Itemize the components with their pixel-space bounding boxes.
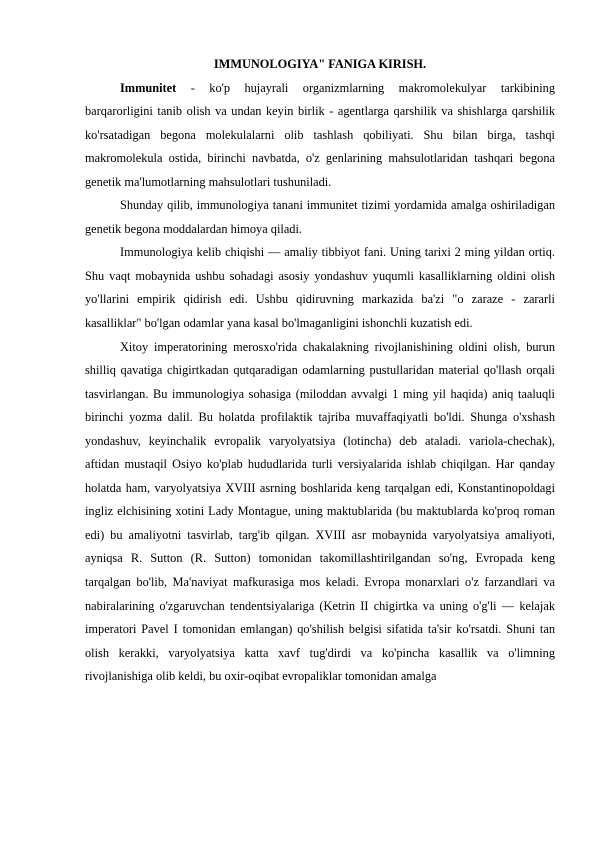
term-immunitet: Immunitet — [120, 80, 177, 95]
paragraph-immunitet-definition — [85, 77, 555, 195]
document-title: IMMUNOLOGIYA" FANIGA KIRISH. — [213, 57, 427, 71]
paragraph-variolation: Xitoy imperatorining merosxo'rida chakalakning rivojlanishining oldini olish, burun shilliq qavatiga chigirtkadan qutqaradigan odamlarning pustullaridan material qo'llash orqali tasvirlangan. Bu immunologiya sohasiga (miloddan avvalgi 1 ming yil haqida) aniq taaluqli birinchi yozma dalil. Bu holatda profilaktik tajriba muvaffaqiyatli bo'ldi. Shunga o'xshash yondashuv, keyinchalik evropalik varyolyatsiya (lotincha) deb ataladi. variola-chechak), aftidan mustaqil Osiyo ko'plab hududlarida turli versiyalarida ishlab chiqilgan. Har qanday holatda ham, varyolyatsiya XVIII asrning boshlarida keng tarqalgan edi, Konstantinopoldagi ingliz elchisining xotini Lady Montague, uning maktublarida (bu maktublarda ko'proq roman edi) bu amaliyotni tasvirlab, targ'ib qilgan. XVIII asr mobaynida varyolyatsiya amaliyoti, ayniqsa R. Sutton (R. Sutton) tomonidan takomillashtirilgandan so'ng, Evropada keng tarqalgan bo'lib, Ma'naviyat mafkurasiga mos keladi. Evropa monarxlari o'z farzandlari va nabiralarining o'zgaruvchan tendentsiyalariga (Ketrin II chigirtka va uning o'g'li — kelajak imperatori Pavel I tomonidan emlangan) qo'shilish belgisi sifatida ta'sir ko'rsatdi. Shuni tan olish kerakki, varyolyatsiya katta xavf tug'dirdi va ko'pincha kasallik va o'limning rivojlanishiga olib keldi, bu oxir-oqibat evropaliklar tomonidan amalga — [85, 339, 555, 684]
paragraph-text: - ko'p hujayrali organizmlarning makromolekulyar tarkibining barqarorligini tanib olish va undan keyin birlik - agentlarga qarshilik va shishlarga qarshilik ko'rsatadigan begona molekulalarni olib tashlash qobiliyati. Shu bilan birga, tashqi makromolekula ostida, birinchi navbatda, o'z genlarining mahsulotlaridan tashqari begona genetik ma'lumotlarning mahsulotlari tushuniladi. — [85, 80, 555, 189]
paragraph-immunology-history: Immunologiya kelib chiqishi — amaliy tibbiyot fani. Uning tarixi 2 ming yildan ortiq. Shu vaqt mobaynida ushbu sohadagi asosiy yondashuv yuqumli kasalliklarning oldini olish yo'llarini empirik qidirish edi. Ushbu qidiruvning markazida ba'zi "o zaraze - zararli kasalliklar" bo'lgan odamlar yana kasal bo'lmaganligini ishonchli kuzatish edi. — [85, 245, 555, 331]
document-page — [85, 53, 555, 689]
paragraph-immunology-protection: Shunday qilib, immunologiya tanani immunitet tizimi yordamida amalga oshiriladigan genetik begona moddalardan himoya qiladi. — [85, 198, 555, 236]
